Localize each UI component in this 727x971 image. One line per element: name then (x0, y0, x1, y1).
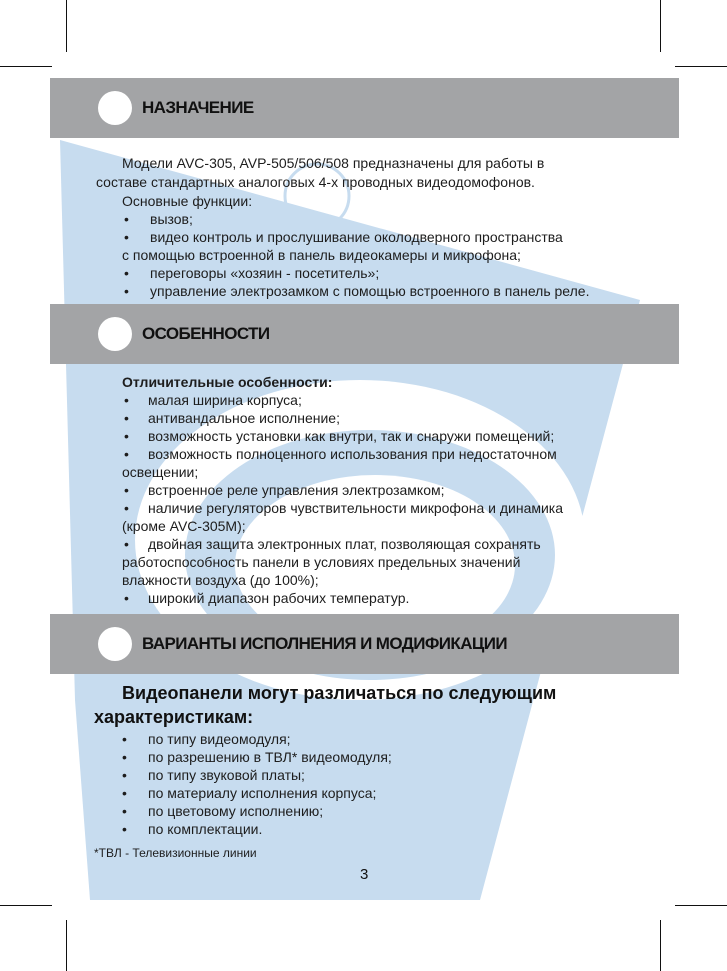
bullet-icon: • (124, 211, 129, 227)
bullet-icon: • (124, 392, 129, 408)
bullet-icon: • (122, 821, 127, 837)
list-item: малая ширина корпуса; (148, 392, 302, 408)
list-item: антивандальное исполнение; (148, 410, 340, 426)
body-text: составе стандартных аналоговых 4-х проводных видеодомофонов. (96, 174, 535, 190)
bullet-icon: • (122, 731, 127, 747)
list-item: влажности воздуха (до 100%); (122, 572, 319, 588)
list-item: по комплектации. (148, 821, 263, 837)
list-item: вызов; (150, 211, 193, 227)
bullet-icon: • (122, 749, 127, 765)
list-item: наличие регуляторов чувствительности микрофона и динамика (148, 500, 564, 516)
bullet-circle-icon (98, 317, 132, 351)
list-item: по материалу исполнения корпуса; (148, 785, 377, 801)
list-item: с помощью встроенной в панель видеокамеры и микрофона; (122, 247, 521, 263)
list-item: возможность полноценного использования при недостаточном (148, 446, 557, 462)
list-item: по типу видеомодуля; (148, 731, 291, 747)
bullet-icon: • (124, 590, 129, 606)
bullet-icon: • (124, 536, 129, 552)
bullet-icon: • (124, 482, 129, 498)
section-title: НАЗНАЧЕНИЕ (142, 98, 254, 117)
bullet-icon: • (124, 229, 129, 245)
bullet-icon: • (122, 803, 127, 819)
list-item: двойная защита электронных плат, позволяющая сохранять (148, 536, 541, 552)
page-number: 3 (360, 866, 369, 883)
bullet-icon: • (122, 767, 127, 783)
bullet-circle-icon (98, 91, 132, 125)
bullet-circle-icon (98, 627, 132, 661)
bullet-icon: • (122, 785, 127, 801)
list-item: работоспособность панели в условиях предельных значений (122, 554, 521, 570)
bullet-icon: • (124, 446, 129, 462)
bullet-icon: • (124, 283, 129, 299)
intro-text: Видеопанели могут различаться по следующим (122, 683, 557, 703)
list-item: переговоры «хозяин - посетитель»; (150, 265, 380, 281)
list-item: встроенное реле управления электрозамком; (148, 482, 445, 498)
body-text: Основные функции: (122, 193, 253, 209)
bullet-icon: • (124, 500, 129, 516)
list-item: освещении; (122, 464, 199, 480)
list-item: видео контроль и прослушивание околодверного пространства (150, 229, 563, 245)
list-item: (кроме AVC-305M); (122, 518, 246, 534)
section-header-purpose (50, 78, 679, 138)
list-item: по цветовому исполнению; (148, 803, 324, 819)
subsection-heading: Отличительные особенности: (122, 374, 333, 390)
bullet-icon: • (124, 410, 129, 426)
intro-text: характеристикам: (94, 707, 254, 727)
list-item: по разрешению в ТВЛ* видеомодуля; (148, 749, 392, 765)
list-item: широкий диапазон рабочих температур. (148, 590, 410, 606)
footnote: *ТВЛ - Телевизионные линии (94, 846, 257, 860)
list-item: управление электрозамком с помощью встроенного в панель реле. (150, 283, 590, 299)
body-text: Модели AVC-305, AVP-505/506/508 предназначены для работы в (122, 155, 545, 171)
section-header-features (50, 304, 679, 364)
list-item: возможность установки как внутри, так и снаружи помещений; (148, 428, 555, 444)
bullet-icon: • (124, 428, 129, 444)
bullet-icon: • (124, 265, 129, 281)
list-item: по типу звуковой платы; (148, 767, 305, 783)
section-title: ВАРИАНТЫ ИСПОЛНЕНИЯ И МОДИФИКАЦИИ (142, 634, 507, 653)
section-title: ОСОБЕННОСТИ (142, 324, 270, 343)
section-header-variants (50, 614, 679, 674)
